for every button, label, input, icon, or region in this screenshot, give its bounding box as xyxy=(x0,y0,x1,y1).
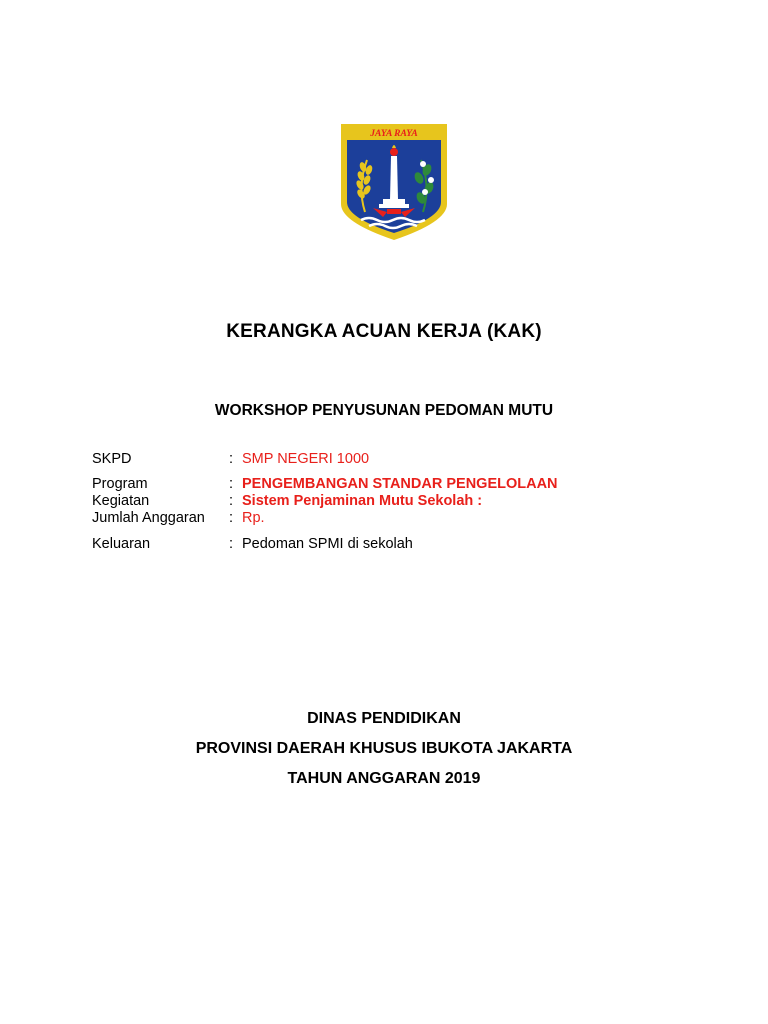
field-value: Sistem Penjaminan Mutu Sekolah : xyxy=(242,493,483,509)
jakarta-emblem-logo xyxy=(339,122,449,242)
field-value: PENGEMBANGAN STANDAR PENGELOLAAN xyxy=(242,476,558,492)
field-separator: : xyxy=(229,536,234,552)
field-label: Jumlah Anggaran xyxy=(92,510,205,526)
field-label: Program xyxy=(92,476,148,492)
field-value: SMP NEGERI 1000 xyxy=(242,451,370,467)
footer-budget-year: TAHUN ANGGARAN 2019 xyxy=(287,770,481,787)
field-skpd xyxy=(92,451,369,468)
field-label: SKPD xyxy=(92,451,132,467)
field-separator: : xyxy=(229,476,234,492)
field-value: Rp. xyxy=(242,510,265,526)
field-program xyxy=(92,476,558,493)
field-label: Kegiatan xyxy=(92,493,150,509)
field-value: Pedoman SPMI di sekolah xyxy=(242,536,413,552)
document-subtitle: WORKSHOP PENYUSUNAN PEDOMAN MUTU xyxy=(214,402,554,419)
field-jumlah-anggaran xyxy=(92,510,265,527)
field-separator: : xyxy=(229,451,234,467)
field-separator: : xyxy=(229,510,234,526)
footer-department: DINAS PENDIDIKAN xyxy=(307,710,461,727)
field-label: Keluaran xyxy=(92,536,151,552)
document-title: KERANGKA ACUAN KERJA (KAK) xyxy=(226,321,542,342)
field-separator: : xyxy=(229,493,234,509)
banner-text: JAYA RAYA xyxy=(370,129,418,139)
footer-province: PROVINSI DAERAH KHUSUS IBUKOTA JAKARTA xyxy=(195,740,573,757)
field-keluaran xyxy=(92,536,413,553)
field-kegiatan xyxy=(92,493,482,510)
